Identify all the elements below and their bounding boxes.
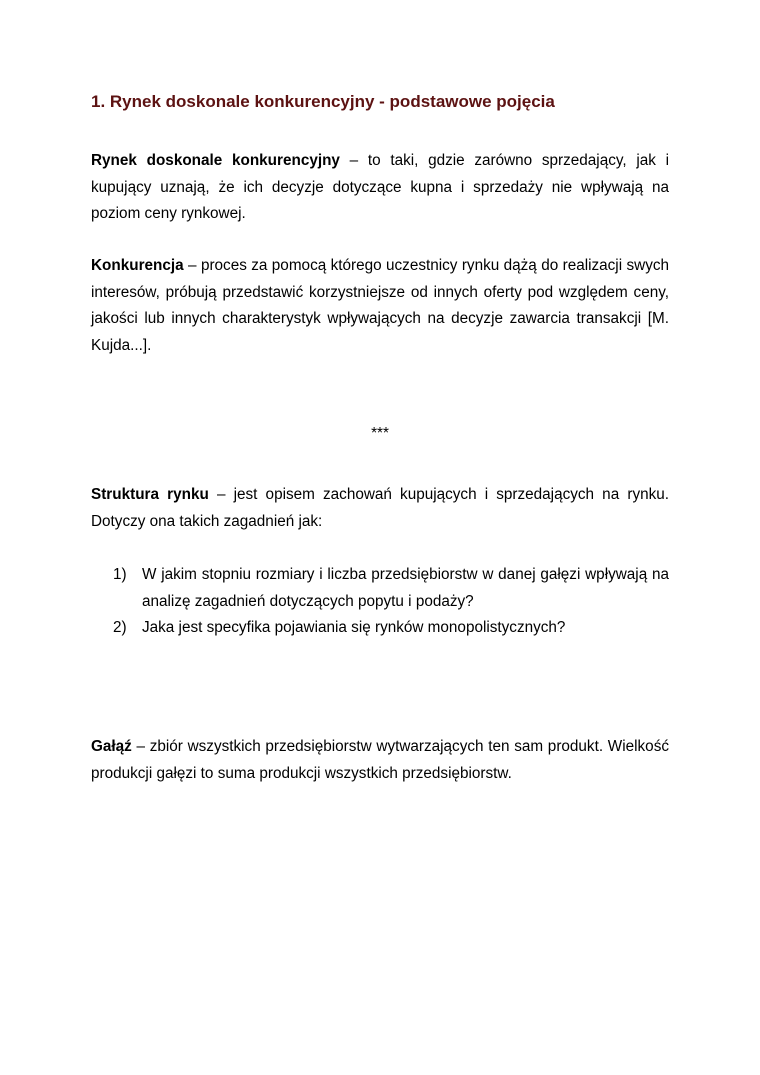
- definition-branch: [91, 734, 669, 787]
- term-competition: Konkurencja: [91, 257, 184, 274]
- list-item: [91, 615, 669, 642]
- list-item-text: Jaka jest specyfika pojawiania się rynków monopolistycznych?: [142, 619, 566, 636]
- definition-structure-text: – jest opisem zachowań kupujących i sprzedających na rynku. Dotyczy ona takich zagadnień jak:: [91, 486, 670, 530]
- definition-competition: [91, 253, 669, 359]
- term-structure: Struktura rynku: [91, 486, 209, 503]
- definition-competition-text: – proces za pomocą którego uczestnicy rynku dążą do realizacji swych interesów, próbują przedstawić korzystniejsze od innych oferty pod względem ceny, jakości lub innych charakterystyk wpływających na decyzje zawarcia transakcji [M. Kujda...].: [91, 257, 669, 354]
- list-item-number: 1): [113, 566, 127, 583]
- section-heading: 1. Rynek doskonale konkurencyjny - podstawowe pojęcia: [91, 92, 555, 111]
- questions-list: [91, 562, 669, 642]
- definition-branch-text: – zbiór wszystkich przedsiębiorstw wytwarzających ten sam produkt. Wielkość produkcji gałęzi to suma produkcji wszystkich przedsiębiorstw.: [91, 738, 669, 782]
- term-branch: Gałąź: [91, 738, 132, 755]
- list-item-number: 2): [113, 619, 127, 636]
- definition-market-text: – to taki, gdzie zarówno sprzedający, jak i kupujący uznają, że ich decyzje dotyczące kupna i sprzedaży nie wpływają na poziom ceny rynkowej.: [91, 152, 669, 222]
- section-separator: ***: [371, 425, 389, 442]
- list-item: [91, 562, 669, 615]
- definition-market: [91, 148, 669, 228]
- list-item-text: W jakim stopniu rozmiary i liczba przedsiębiorstw w danej gałęzi wpływają na analizę zagadnień dotyczących popytu i podaży?: [142, 566, 669, 610]
- definition-structure: [91, 482, 669, 535]
- term-market: Rynek doskonale konkurencyjny: [91, 152, 340, 169]
